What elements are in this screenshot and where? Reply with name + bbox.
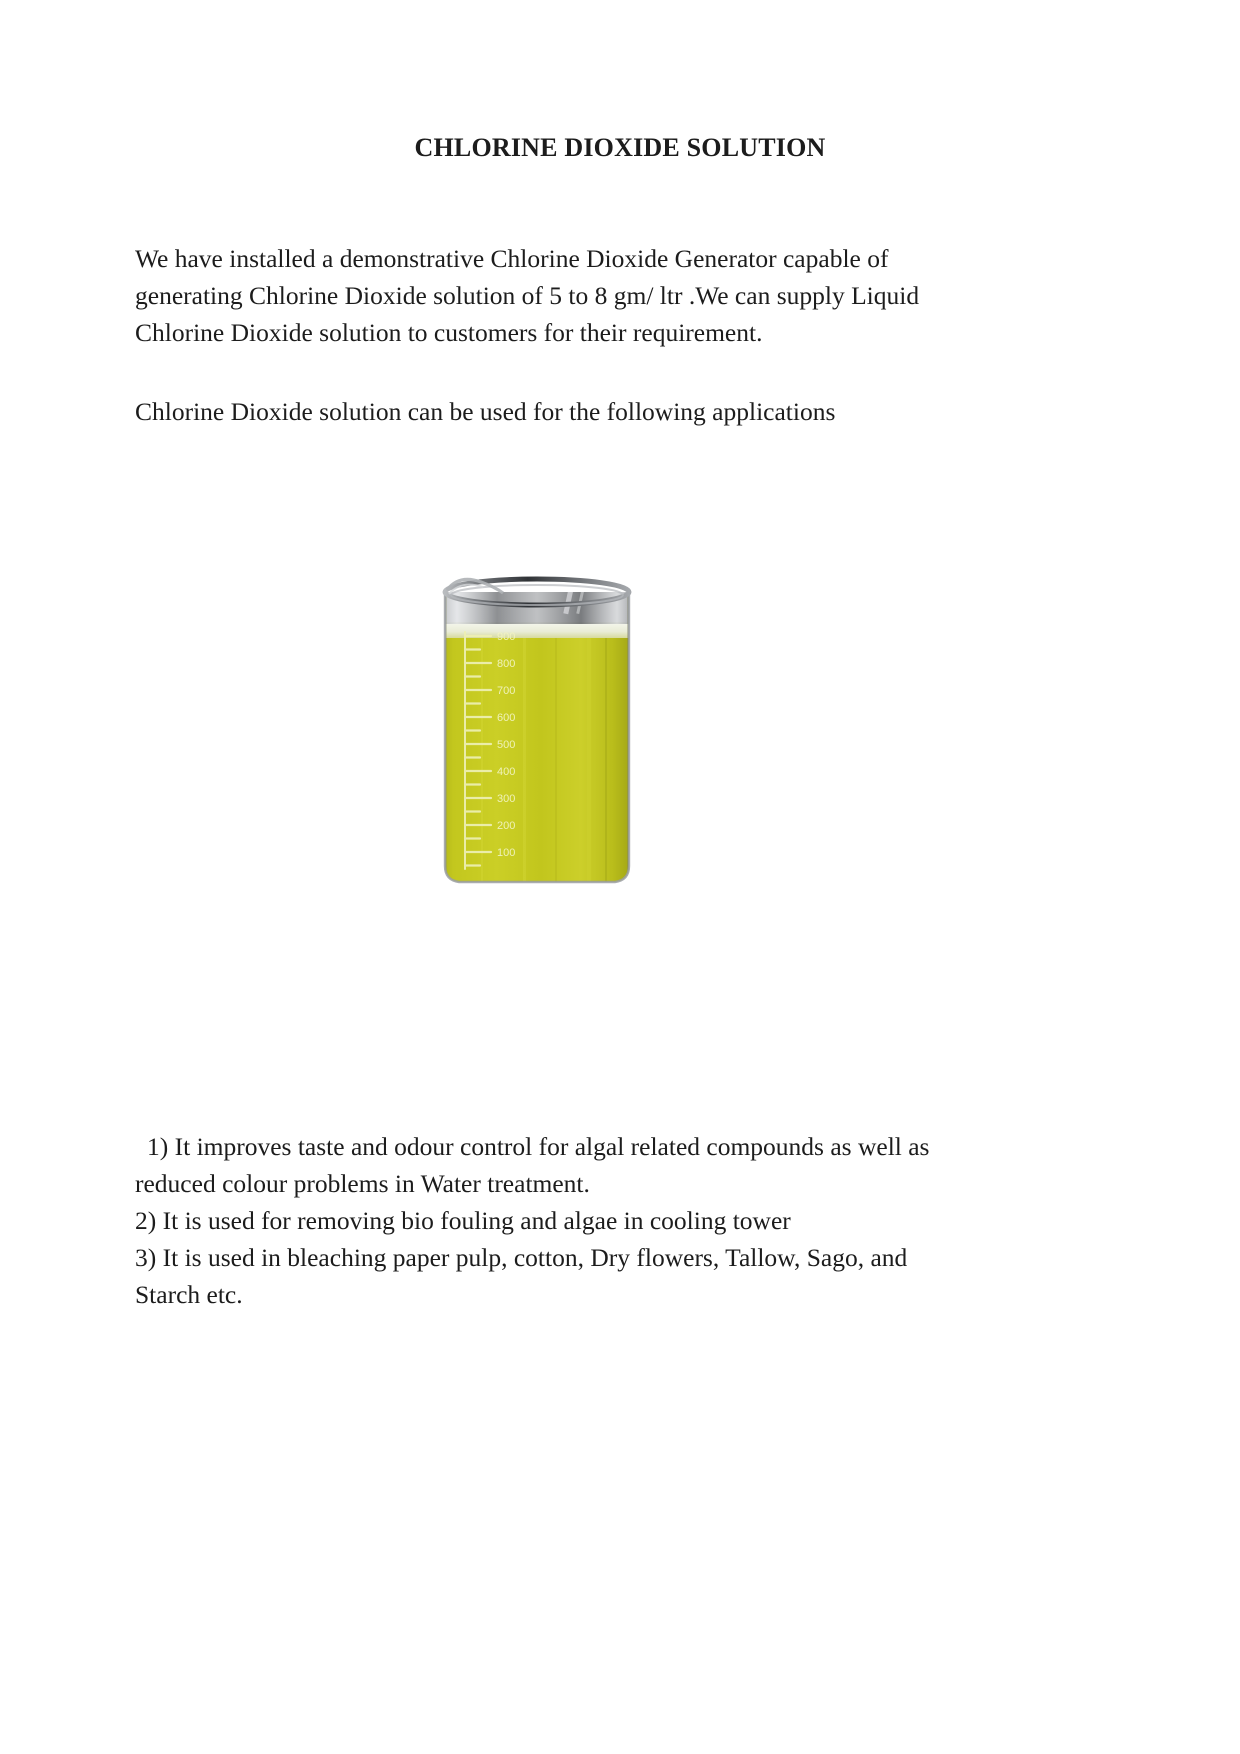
applications-list bbox=[135, 1128, 950, 1313]
svg-text:300: 300 bbox=[497, 793, 516, 805]
list-item: 1) It improves taste and odour control for algal related compounds as well as reduced colour problems in Water treatment. bbox=[135, 1132, 930, 1198]
intro-paragraph: We have installed a demonstrative Chlorine Dioxide Generator capable of generating Chlorine Dioxide solution of 5 to 8 gm/ ltr .We can supply Liquid Chlorine Dioxide solution to customers for their requirement. bbox=[135, 244, 920, 347]
list-item: 2) It is used for removing bio fouling and algae in cooling tower bbox=[135, 1206, 791, 1235]
svg-text:700: 700 bbox=[497, 685, 516, 697]
svg-text:500: 500 bbox=[497, 739, 516, 751]
svg-text:600: 600 bbox=[497, 712, 516, 724]
figure-beaker bbox=[437, 566, 637, 888]
svg-text:400: 400 bbox=[497, 766, 516, 778]
applications-lead-paragraph: Chlorine Dioxide solution can be used for the following applications bbox=[135, 397, 836, 426]
list-item: 3) It is used in bleaching paper pulp, cotton, Dry flowers, Tallow, Sago, and Starch etc. bbox=[135, 1243, 908, 1309]
svg-text:100: 100 bbox=[497, 847, 516, 859]
page-title: CHLORINE DIOXIDE SOLUTION bbox=[414, 133, 826, 162]
svg-text:900: 900 bbox=[497, 631, 516, 643]
svg-text:800: 800 bbox=[497, 658, 516, 670]
svg-text:200: 200 bbox=[497, 820, 516, 832]
beaker-image bbox=[437, 566, 637, 888]
